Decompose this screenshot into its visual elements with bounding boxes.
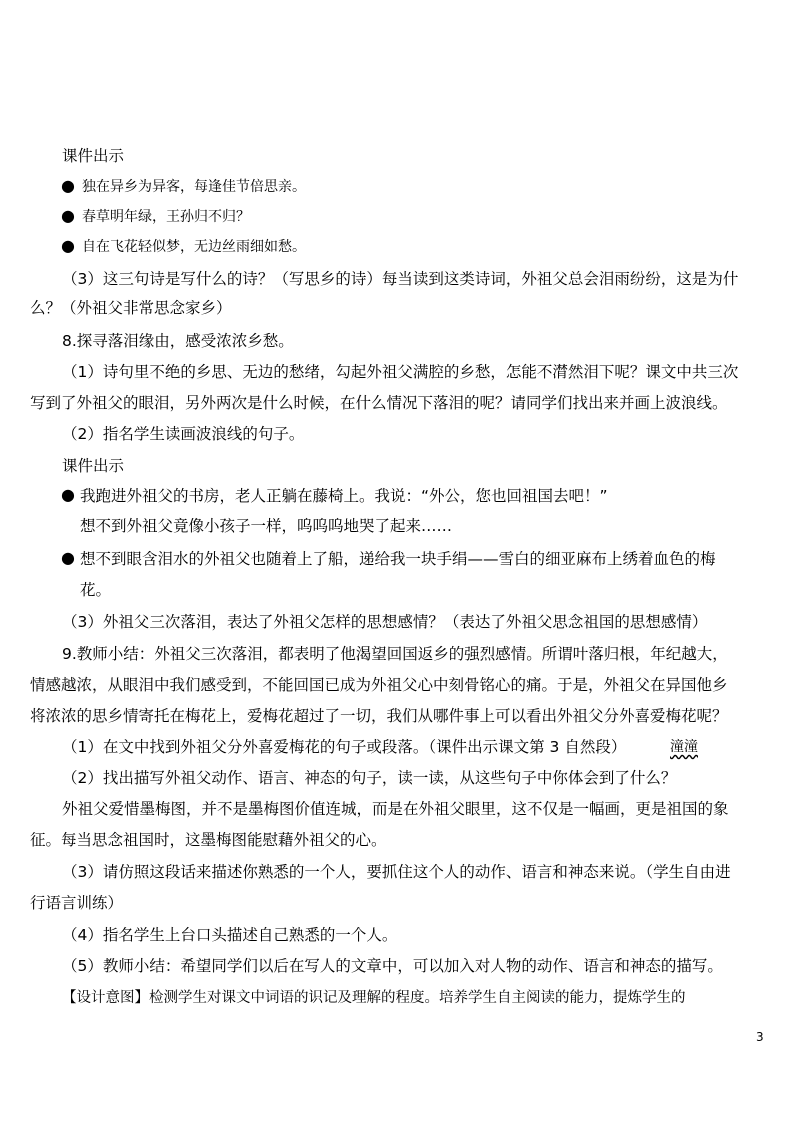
- poem-line: 自在飞花轻似梦，无边丝雨细如愁。: [82, 239, 306, 255]
- step-9-question-3-line-2: 行语言训练）: [30, 894, 124, 912]
- step-9-question-1-mark: 潼潼: [670, 739, 698, 755]
- bullet-icon: ●: [61, 176, 75, 195]
- tear-quote-1-line-1: 我跑进外祖父的书房，老人正躺在藤椅上。我说：“外公，您也回祖国去吧！”: [80, 487, 608, 505]
- step-9-line-2: 情感越浓，从眼泪中我们感受到，不能回国已成为外祖父心中刻骨铭心的痛。于是，外祖父在异国他乡: [30, 676, 728, 694]
- courseware-label: 课件出示: [62, 147, 125, 165]
- step-8-question-1-line-1: （1）诗句里不绝的乡思、无边的愁绪，勾起外祖父满腔的乡愁，怎能不潸然泪下呢？课文中共三次: [62, 363, 739, 381]
- step-8-question-2: （2）指名学生读画波浪线的句子。: [62, 425, 305, 443]
- tear-quote-2-line-2: 花。: [80, 581, 112, 599]
- step-9-question-5: （5）教师小结：希望同学们以后在写人的文章中，可以加入对人物的动作、语言和神态的描写。: [62, 957, 723, 975]
- step-8-title: 8.探寻落泪缘由，感受浓浓乡愁。: [62, 332, 294, 350]
- poem-line: 春草明年绿，王孙归不归？: [82, 209, 250, 225]
- step-8-question-3: （3）外祖父三次落泪，表达了外祖父怎样的思想感情？（表达了外祖父思念祖国的思想感情）: [62, 613, 708, 631]
- step-9-question-3-line-1: （3）请仿照这段话来描述你熟悉的一个人，要抓住这个人的动作、语言和神态来说。（学生自由进: [62, 863, 731, 881]
- step-9-question-2: （2）找出描写外祖父动作、语言、神态的句子，读一读，从这些句子中你体会到了什么？: [62, 769, 677, 787]
- step-8-question-1-line-2: 写到了外祖父的眼泪，另外两次是什么时候，在什么情况下落泪的呢？请同学们找出来并画上波浪线。: [30, 394, 728, 412]
- bullet-icon: ●: [61, 206, 75, 225]
- analysis-line-2: 征。每当思念祖国时，这墨梅图能慰藉外祖父的心。: [30, 831, 387, 849]
- step-9-line-1: 9.教师小结：外祖父三次落泪，都表明了他渴望回国返乡的强烈感情。所谓叶落归根，年纪越大，: [62, 645, 728, 663]
- poem-line: 独在异乡为异客，每逢佳节倍思亲。: [82, 179, 306, 195]
- question-3-line-2: 么？（外祖父非常思念家乡）: [30, 299, 232, 317]
- page-number: 3: [756, 1030, 764, 1044]
- step-9-line-3: 将浓浓的思乡情寄托在梅花上，爱梅花超过了一切，我们从哪件事上可以看出外祖父分外喜爱梅花呢？: [30, 707, 728, 725]
- tear-quote-1-line-2: 想不到外祖父竟像小孩子一样，呜呜呜地哭了起来……: [80, 517, 453, 535]
- bullet-icon: ●: [61, 236, 75, 255]
- courseware-label: 课件出示: [62, 457, 125, 475]
- question-3-line-1: （3）这三句诗是写什么的诗？（写思乡的诗）每当读到这类诗词，外祖父总会泪雨纷纷，这是为什: [62, 270, 739, 288]
- bullet-icon: ●: [61, 548, 75, 567]
- step-9-question-4: （4）指名学生上台口头描述自己熟悉的一个人。: [62, 926, 398, 944]
- step-9-question-1: （1）在文中找到外祖父分外喜爱梅花的句子或段落。（课件出示课文第 3 自然段）: [62, 738, 627, 756]
- analysis-line-1: 外祖父爱惜墨梅图，并不是墨梅图价值连城，而是在外祖父眼里，这不仅是一幅画，更是祖国的象: [62, 800, 729, 818]
- bullet-icon: ●: [61, 485, 75, 504]
- design-intent: 【设计意图】检测学生对课文中词语的识记及理解的程度。培养学生自主阅读的能力，提炼学生的: [62, 990, 686, 1006]
- tear-quote-2-line-1: 想不到眼含泪水的外祖父也随着上了船，递给我一块手绢——雪白的细亚麻布上绣着血色的梅: [80, 550, 716, 568]
